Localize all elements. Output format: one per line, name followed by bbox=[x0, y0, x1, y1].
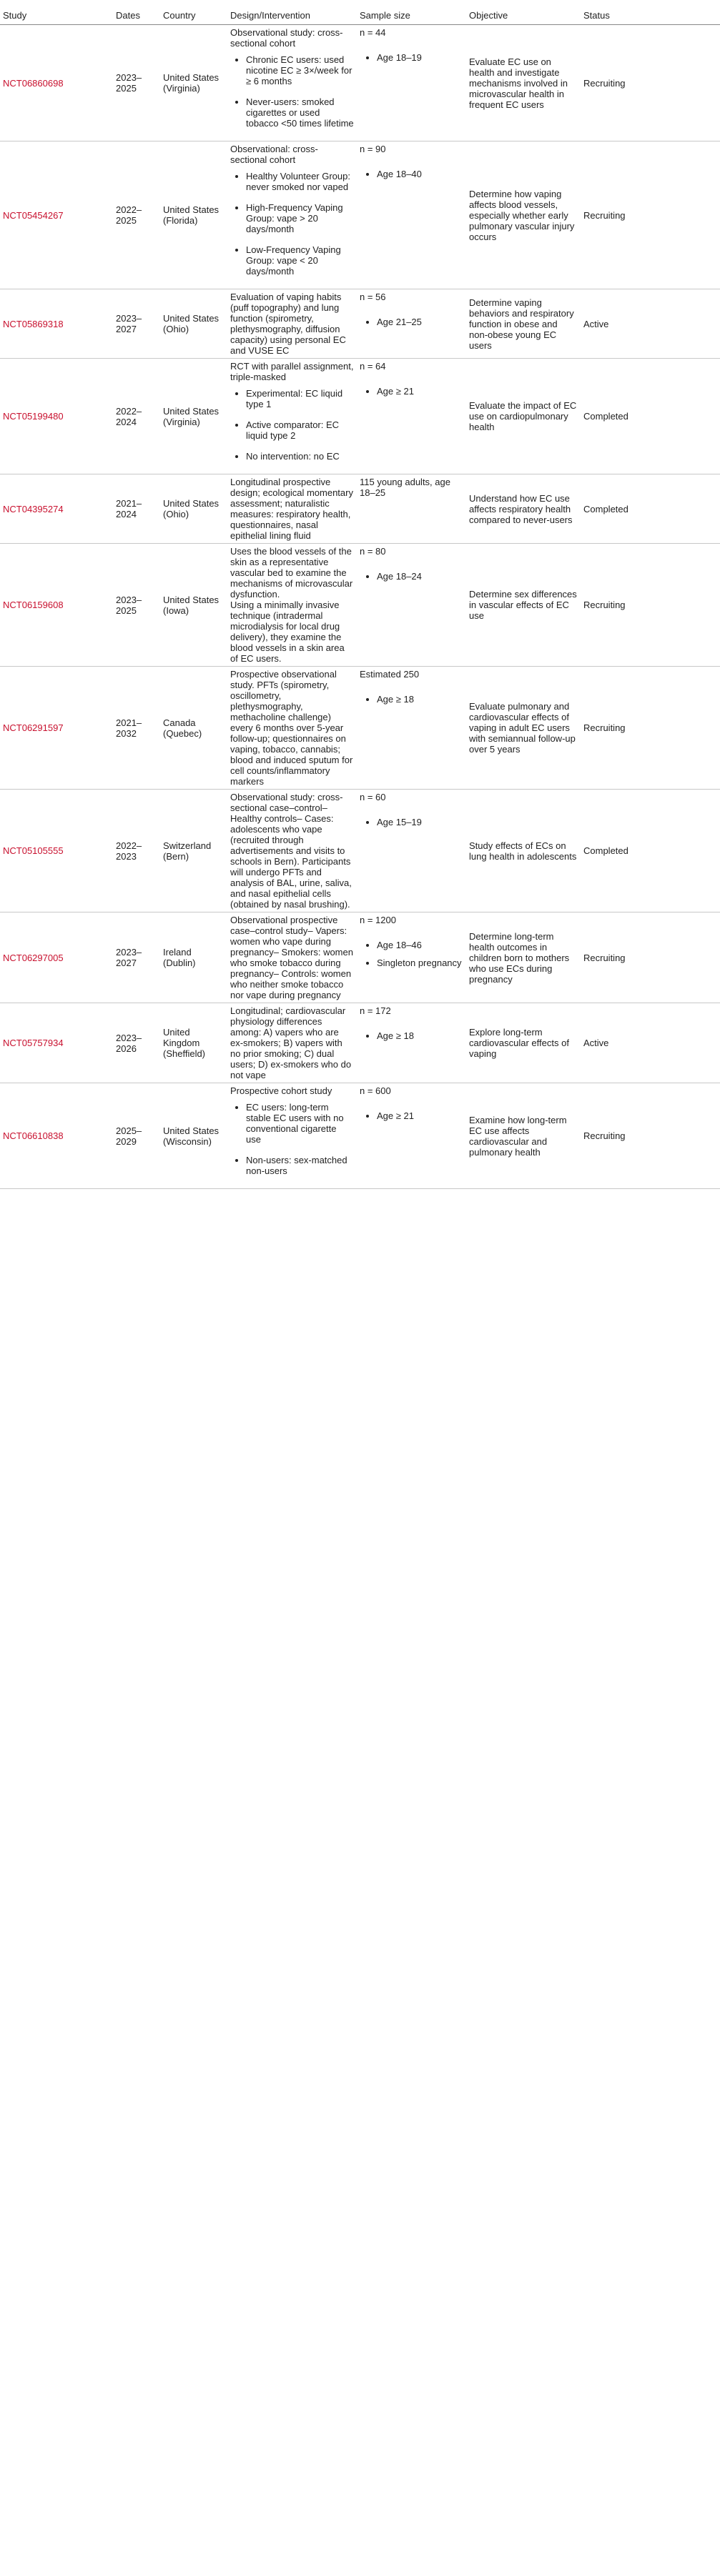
design-list bbox=[230, 1102, 354, 1176]
design-list bbox=[230, 54, 354, 129]
status-cell: Active bbox=[581, 289, 720, 359]
country-cell: United States (Virginia) bbox=[160, 359, 227, 474]
design-cell bbox=[227, 359, 357, 474]
sample-intro: Estimated 250 bbox=[360, 669, 420, 680]
sample-size-cell bbox=[357, 474, 466, 544]
study-link[interactable]: NCT05199480 bbox=[3, 411, 64, 422]
col-header-sample-size: Sample size bbox=[357, 0, 466, 25]
sample-size-cell bbox=[357, 1083, 466, 1189]
design-list bbox=[230, 171, 354, 277]
sample-size-cell bbox=[357, 790, 466, 912]
study-link[interactable]: NCT05105555 bbox=[3, 845, 64, 856]
table-row bbox=[0, 790, 720, 912]
sample-intro: n = 80 bbox=[360, 546, 386, 557]
sample-intro: n = 1200 bbox=[360, 915, 396, 925]
design-list bbox=[230, 388, 354, 462]
status-cell: Recruiting bbox=[581, 1083, 720, 1189]
dates-cell: 2021–2024 bbox=[113, 474, 160, 544]
design-cell bbox=[227, 544, 357, 667]
sample-list bbox=[360, 386, 463, 397]
sample-list-item: • Age ≥ 18 bbox=[377, 1030, 463, 1041]
design-cell bbox=[227, 474, 357, 544]
dates-cell: 2023–2025 bbox=[113, 544, 160, 667]
status-cell: Completed bbox=[581, 474, 720, 544]
sample-list-item: • Age 21–25 bbox=[377, 317, 463, 327]
sample-intro: n = 172 bbox=[360, 1005, 391, 1016]
table-header-row bbox=[0, 0, 720, 25]
design-intro: Observational study: cross-sectional cohort bbox=[230, 27, 343, 49]
study-cell bbox=[0, 1083, 113, 1189]
design-cell bbox=[227, 667, 357, 790]
design-list-item: • Experimental: EC liquid type 1 bbox=[246, 388, 354, 409]
col-header-dates: Dates bbox=[113, 0, 160, 25]
sample-intro: n = 56 bbox=[360, 292, 386, 302]
sample-size-cell bbox=[357, 912, 466, 1003]
status-cell: Completed bbox=[581, 790, 720, 912]
sample-size-cell bbox=[357, 667, 466, 790]
design-list-item: • Non-users: sex-matched non-users bbox=[246, 1155, 354, 1176]
design-intro: Longitudinal prospective design; ecological momentary assessment; naturalistic measures: respiratory health, questionnaires, nasal epithelial lining fluid bbox=[230, 477, 353, 541]
design-list-item: • No intervention: no EC bbox=[246, 451, 354, 462]
col-header-status: Status bbox=[581, 0, 720, 25]
sample-intro: n = 64 bbox=[360, 361, 386, 372]
study-link[interactable]: NCT06860698 bbox=[3, 77, 64, 89]
sample-size-cell bbox=[357, 141, 466, 289]
table-body bbox=[0, 25, 720, 1189]
design-extra: Using a minimally invasive technique (intradermal microdialysis for local drug delivery), they examine the blood vessels in a skin area of EC users. bbox=[230, 600, 345, 664]
country-cell: United States (Iowa) bbox=[160, 544, 227, 667]
dates-cell: 2023–2027 bbox=[113, 289, 160, 359]
study-cell bbox=[0, 474, 113, 544]
study-cell bbox=[0, 359, 113, 474]
study-cell bbox=[0, 289, 113, 359]
sample-size-cell bbox=[357, 544, 466, 667]
design-intro: Evaluation of vaping habits (puff topography) and lung function (spirometry, plethysmography, diffusion capacity) using personal EC and VUSE EC bbox=[230, 292, 346, 356]
objective-cell: Determine sex differences in vascular effects of EC use bbox=[466, 544, 581, 667]
table-row bbox=[0, 1003, 720, 1083]
col-header-objective: Objective bbox=[466, 0, 581, 25]
col-header-country: Country bbox=[160, 0, 227, 25]
study-link[interactable]: NCT06297005 bbox=[3, 952, 64, 963]
dates-cell: 2022–2023 bbox=[113, 790, 160, 912]
design-intro: Prospective cohort study bbox=[230, 1085, 332, 1096]
sample-intro: n = 90 bbox=[360, 144, 386, 154]
status-cell: Active bbox=[581, 1003, 720, 1083]
design-cell bbox=[227, 289, 357, 359]
design-intro: Observational study: cross-sectional case–control– Healthy controls– Cases: adolescents who vape (recruited through advertisements and visits to schools in Bern). Participants will undergo PFTs and analysis of BAL, urine, saliva, and nasal epithelial cells (obtained by nasal brushing). bbox=[230, 792, 352, 910]
design-intro: RCT with parallel assignment, triple-masked bbox=[230, 361, 354, 382]
objective-cell: Explore long-term cardiovascular effects of vaping bbox=[466, 1003, 581, 1083]
sample-list bbox=[360, 1030, 463, 1041]
sample-intro: n = 44 bbox=[360, 27, 386, 38]
sample-size-cell bbox=[357, 25, 466, 141]
sample-list bbox=[360, 571, 463, 582]
dates-cell: 2023–2027 bbox=[113, 912, 160, 1003]
col-header-study: Study bbox=[0, 0, 113, 25]
study-link[interactable]: NCT05757934 bbox=[3, 1038, 64, 1048]
design-cell bbox=[227, 790, 357, 912]
objective-cell: Study effects of ECs on lung health in adolescents bbox=[466, 790, 581, 912]
sample-intro: n = 600 bbox=[360, 1085, 391, 1096]
objective-cell: Determine how vaping affects blood vessels, especially whether early pulmonary vascular injury occurs bbox=[466, 141, 581, 289]
status-cell: Recruiting bbox=[581, 141, 720, 289]
col-header-design: Design/Intervention bbox=[227, 0, 357, 25]
country-cell: Canada (Quebec) bbox=[160, 667, 227, 790]
study-cell bbox=[0, 1003, 113, 1083]
table-row bbox=[0, 289, 720, 359]
objective-cell: Determine vaping behaviors and respiratory function in obese and non-obese young EC users bbox=[466, 289, 581, 359]
design-list-item: • High-Frequency Vaping Group: vape > 20 days/month bbox=[246, 202, 354, 234]
sample-list-item: • Age ≥ 18 bbox=[377, 694, 463, 705]
study-cell bbox=[0, 141, 113, 289]
design-cell bbox=[227, 141, 357, 289]
sample-size-cell bbox=[357, 289, 466, 359]
design-list-item: • Chronic EC users: used nicotine EC ≥ 3×/week for ≥ 6 months bbox=[246, 54, 354, 86]
design-intro: Prospective observational study. PFTs (spirometry, oscillometry, plethysmography, methacholine challenge) every 6 months over 5-year follow-up; questionnaires on vaping, tobacco, cannabis; blood and induced sputum for cell counts/inflammatory markers bbox=[230, 669, 353, 787]
sample-intro: n = 60 bbox=[360, 792, 386, 802]
status-cell: Recruiting bbox=[581, 912, 720, 1003]
status-cell: Completed bbox=[581, 359, 720, 474]
sample-list bbox=[360, 940, 463, 968]
design-cell bbox=[227, 1083, 357, 1189]
country-cell: United States (Ohio) bbox=[160, 289, 227, 359]
status-cell: Recruiting bbox=[581, 544, 720, 667]
sample-list-item: • Age 18–40 bbox=[377, 169, 463, 179]
dates-cell: 2025–2029 bbox=[113, 1083, 160, 1189]
trials-table bbox=[0, 0, 720, 1189]
table-row bbox=[0, 359, 720, 474]
design-cell bbox=[227, 1003, 357, 1083]
design-cell bbox=[227, 912, 357, 1003]
design-intro: Observational prospective case–control study– Vapers: women who vape during pregnancy– Smokers: women who smoke tobacco during pregnancy– Controls: women who neither smoke tobacco nor vape during pregnancy bbox=[230, 915, 353, 1000]
country-cell: United States (Wisconsin) bbox=[160, 1083, 227, 1189]
study-link[interactable]: NCT05869318 bbox=[3, 318, 64, 329]
study-link[interactable]: NCT06291597 bbox=[3, 722, 64, 733]
study-link[interactable]: NCT04395274 bbox=[3, 503, 64, 514]
design-intro: Uses the blood vessels of the skin as a representative vascular bed to examine the mechanisms of microvascular dysfunction. bbox=[230, 546, 353, 600]
country-cell: Switzerland (Bern) bbox=[160, 790, 227, 912]
study-cell bbox=[0, 544, 113, 667]
study-cell bbox=[0, 25, 113, 141]
dates-cell: 2022–2025 bbox=[113, 141, 160, 289]
study-cell bbox=[0, 912, 113, 1003]
country-cell: United States (Florida) bbox=[160, 141, 227, 289]
sample-list-item: • Age 15–19 bbox=[377, 817, 463, 827]
sample-list-item: • Age 18–24 bbox=[377, 571, 463, 582]
country-cell: United States (Virginia) bbox=[160, 25, 227, 141]
sample-intro: 115 young adults, age 18–25 bbox=[360, 477, 450, 498]
design-intro: Longitudinal; cardiovascular physiology differences among: A) vapers who are ex-smokers; B) vapers with no prior smoking; C) dual users; D) ex-smokers who do not vape bbox=[230, 1005, 352, 1080]
design-list-item: • Low-Frequency Vaping Group: vape < 20 days/month bbox=[246, 244, 354, 277]
design-list-item: • Healthy Volunteer Group: never smoked nor vaped bbox=[246, 171, 354, 192]
study-cell bbox=[0, 790, 113, 912]
design-list-item: • Never-users: smoked cigarettes or used tobacco <50 times lifetime bbox=[246, 96, 354, 129]
status-cell: Recruiting bbox=[581, 25, 720, 141]
objective-cell: Evaluate pulmonary and cardiovascular effects of vaping in adult EC users with semiannual follow-up over 5 years bbox=[466, 667, 581, 790]
table-row bbox=[0, 25, 720, 141]
table-row bbox=[0, 544, 720, 667]
sample-list bbox=[360, 817, 463, 827]
sample-list-item: • Age 18–46 bbox=[377, 940, 463, 950]
design-cell bbox=[227, 25, 357, 141]
table-row bbox=[0, 474, 720, 544]
sample-list bbox=[360, 169, 463, 179]
dates-cell: 2023–2025 bbox=[113, 25, 160, 141]
sample-list bbox=[360, 694, 463, 705]
design-list-item: • Active comparator: EC liquid type 2 bbox=[246, 419, 354, 441]
study-link[interactable]: NCT05454267 bbox=[3, 209, 64, 221]
sample-list-item: • Age ≥ 21 bbox=[377, 1110, 463, 1121]
sample-size-cell bbox=[357, 1003, 466, 1083]
objective-cell: Examine how long-term EC use affects cardiovascular and pulmonary health bbox=[466, 1083, 581, 1189]
table-row bbox=[0, 667, 720, 790]
dates-cell: 2021–2032 bbox=[113, 667, 160, 790]
table-row bbox=[0, 912, 720, 1003]
sample-list bbox=[360, 317, 463, 327]
table-row bbox=[0, 1083, 720, 1189]
study-link[interactable]: NCT06610838 bbox=[3, 1130, 64, 1141]
study-link[interactable]: NCT06159608 bbox=[3, 600, 64, 610]
country-cell: Ireland (Dublin) bbox=[160, 912, 227, 1003]
dates-cell: 2022–2024 bbox=[113, 359, 160, 474]
design-list-item: • EC users: long-term stable EC users with no conventional cigarette use bbox=[246, 1102, 354, 1145]
dates-cell: 2023–2026 bbox=[113, 1003, 160, 1083]
objective-cell: Determine long-term health outcomes in children born to mothers who use ECs during pregnancy bbox=[466, 912, 581, 1003]
objective-cell: Evaluate the impact of EC use on cardiopulmonary health bbox=[466, 359, 581, 474]
sample-list bbox=[360, 1110, 463, 1121]
study-cell bbox=[0, 667, 113, 790]
country-cell: United Kingdom (Sheffield) bbox=[160, 1003, 227, 1083]
objective-cell: Understand how EC use affects respiratory health compared to never-users bbox=[466, 474, 581, 544]
design-intro: Observational: cross-sectional cohort bbox=[230, 144, 318, 165]
status-cell: Recruiting bbox=[581, 667, 720, 790]
objective-cell: Evaluate EC use on health and investigate mechanisms involved in microvascular health in frequent EC users bbox=[466, 25, 581, 141]
table-row bbox=[0, 141, 720, 289]
sample-list-item: • Age 18–19 bbox=[377, 52, 463, 63]
sample-list-item: • Age ≥ 21 bbox=[377, 386, 463, 397]
country-cell: United States (Ohio) bbox=[160, 474, 227, 544]
sample-size-cell bbox=[357, 359, 466, 474]
sample-list bbox=[360, 52, 463, 63]
sample-list-item: • Singleton pregnancy bbox=[377, 958, 463, 968]
